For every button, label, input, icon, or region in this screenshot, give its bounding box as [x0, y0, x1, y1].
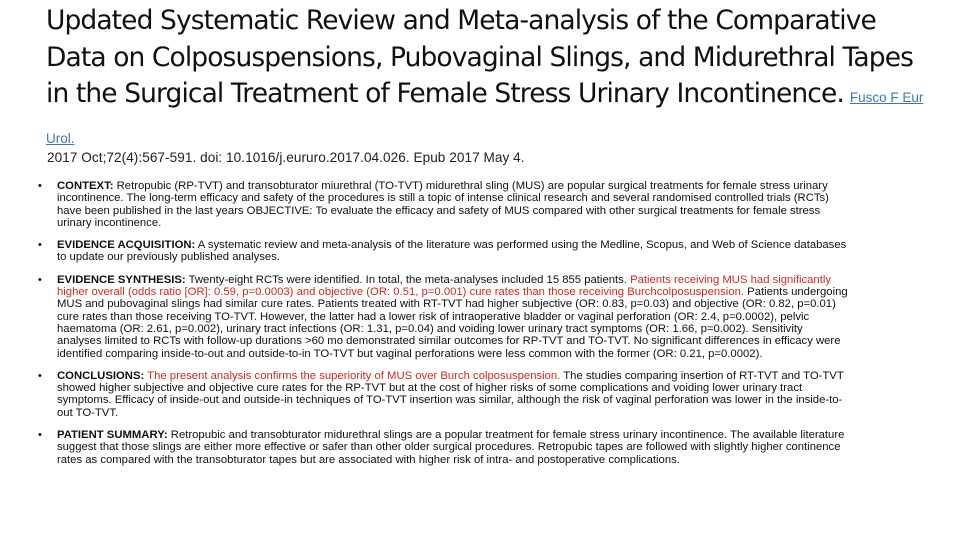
page-title: [46, 3, 926, 157]
bullet-icon: •: [38, 180, 42, 192]
section-text: Retropubic (RP-TVT) and transobturator miurethral (TO-TVT) midurethral sling (MUS) are popular surgical treatments for female stress urinary incontinence. The long-term efficacy and safety of the procedures is still a topic of intense clinical research and several randomised controlled trials (RCTs) have been published in the last years OBJECTIVE: To evaluate the efficacy and safety of MUS compared with other surgical treatments for female stress urinary incontinence.: [57, 180, 829, 229]
section-text: The studies comparing insertion of RT-TVT and TO-TVT showed higher subjective and objective cure rates for the RP-TVT but at the cost of higher risks of some complications and voiding lower urinary tract symptoms. Efficacy of inside-out and outside-in techniques of TO-TVT insertion was similar, although the risk of vaginal perforation was lower in the inside-to-out TO-TVT.: [57, 369, 844, 419]
bullet-icon: •: [38, 239, 42, 252]
list-item-context: [38, 180, 850, 229]
section-text: Retropubic and transobturator midurethral slings are a popular treatment for female stress urinary incontinence. The available literature suggest that those slings are either more effective or safer than other older surgical procedures. Retropubic tapes are followed with slightly higher continence rates as compared with the transobturator tapes but are associated with higher risk of intra- and postoperative complications.: [57, 429, 845, 466]
highlighted-finding: The present analysis confirms the superiority of MUS over Burch colposuspension.: [144, 369, 561, 382]
section-label: CONCLUSIONS:: [57, 369, 145, 382]
title-text: Updated Systematic Review and Meta-analysis of the Comparative Data on Colposuspensions, Pubovaginal Slings, and Midurethral Tapes in the Surgical Treatment of Female Stress Urinary Incontinence.: [46, 5, 914, 109]
list-item-acquisition: [38, 239, 850, 264]
section-label: PATIENT SUMMARY:: [57, 429, 168, 442]
section-text: Twenty-eight RCTs were identified. In total, the meta-analyses included 15 855 patients.: [185, 273, 631, 286]
bullet-icon: •: [38, 429, 42, 442]
section-label: CONTEXT:: [57, 180, 114, 192]
reference-link[interactable]: Fusco F Eur Urol.: [46, 90, 924, 146]
list-item-summary: [38, 429, 850, 466]
list-item-conclusions: [38, 370, 850, 419]
section-text: A systematic review and meta-analysis of the literature was performed using the Medline, Scopus, and Web of Science databases to update our previously published analyses.: [57, 239, 847, 264]
section-text: Patients undergoing MUS and pubovaginal slings had similar cure rates. Patients treated with RT-TVT had higher subjective (OR: 0.83, p=0.03) and objective (OR: 0.82, p=0.01) cure rates than those receiving TO-TVT. However, the latter had a lower risk of intraoperative bladder or vaginal perforation (OR: 2.4, p=0.0002), pelvic haematoma (OR: 2.61, p=0.002), urinary tract infections (OR: 1.31, p=0.04) and voiding lower urinary tract symptoms (OR: 1.66, p=0.002). Sensitivity analyses limited to RCTs with follow-up durations >60 mo demonstrated similar outcomes for RP-TVT and TO-TVT. No significant differences in efficacy were identified comparing inside-to-out and outside-to-in TO-TVT but vaginal perforations were less common with the former (OR: 0.21, p=0.0002).: [57, 286, 848, 360]
list-item-synthesis: [38, 274, 850, 360]
bullet-icon: •: [38, 273, 42, 286]
bullet-icon: •: [38, 369, 42, 382]
citation-line: 2017 Oct;72(4):567-591. doi: 10.1016/j.eururo.2017.04.026. Epub 2017 May 4.: [47, 150, 525, 165]
section-label: EVIDENCE ACQUISITION:: [57, 239, 196, 252]
abstract-list: [38, 180, 850, 476]
section-label: EVIDENCE SYNTHESIS:: [57, 273, 186, 286]
highlighted-finding: Patients receiving MUS had significantly higher overall (odds ratio [OR]: 0.59, p=0.0003) and objective (OR: 0.51, p=0.001) cure rates than those receiving Burchcolposuspension.: [57, 273, 832, 299]
